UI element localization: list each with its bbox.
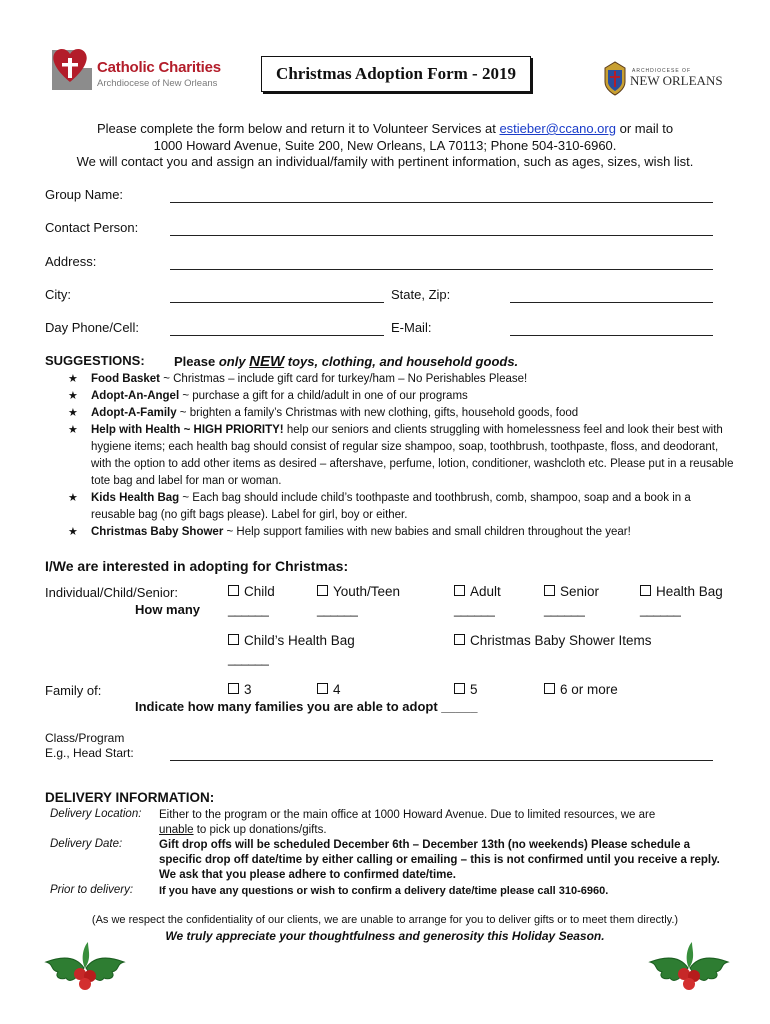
day-phone-label: Day Phone/Cell: (45, 320, 139, 335)
list-item (68, 405, 738, 422)
holly-left-icon (40, 938, 130, 998)
form-title: Christmas Adoption Form - 2019 (261, 56, 531, 92)
kids-health-bag-option[interactable] (228, 633, 355, 648)
delivery-unable: unable (159, 824, 194, 836)
child-option[interactable] (228, 584, 275, 599)
prior-delivery-label: Prior to delivery: (50, 884, 134, 896)
state-zip-label: State, Zip: (391, 287, 451, 302)
checkbox-icon[interactable] (454, 683, 465, 694)
class-program-label-1: Class/Program (45, 731, 125, 745)
suggestion-title: Adopt-An-Angel (91, 390, 180, 402)
contact-person-label: Contact Person: (45, 220, 139, 235)
delivery-date-label: Delivery Date: (50, 838, 123, 850)
family-5-label: 5 (470, 682, 478, 697)
family-of-label: Family of: (45, 683, 102, 698)
checkbox-icon[interactable] (228, 683, 239, 694)
state-zip-field[interactable] (510, 302, 713, 303)
family-6-label: 6 or more (560, 682, 618, 697)
archdiocese-small: ARCHDIOCESE OF (632, 68, 692, 74)
delivery-location-label-text: Delivery Location (50, 808, 139, 820)
address-label: Address: (45, 254, 97, 269)
health-bag-count-blank[interactable]: ______ (640, 602, 681, 617)
kids-health-bag-option-label: Child’s Health Bag (244, 633, 355, 648)
family-4-option[interactable] (317, 682, 341, 697)
archdiocese-seal-icon (602, 60, 628, 96)
intro-text (0, 121, 770, 171)
confidentiality-note: (As we respect the confidentiality of our clients, we are unable to arrange for you to deliver gifts or to meet them directly.) (91, 914, 679, 926)
adult-count-blank[interactable]: ______ (454, 602, 495, 617)
list-item (68, 524, 738, 541)
suggestions-rest: toys, clothing, and household goods. (284, 354, 519, 369)
checkbox-icon[interactable] (454, 585, 465, 596)
baby-shower-option[interactable] (454, 633, 652, 648)
family-6-option[interactable] (544, 682, 618, 697)
delivery-heading: DELIVERY INFORMATION: (45, 790, 215, 805)
child-count-blank[interactable]: ______ (228, 602, 269, 617)
archdiocese-name: NEW ORLEANS (630, 73, 723, 88)
senior-option-label: Senior (560, 584, 600, 599)
checkbox-icon[interactable] (228, 585, 239, 596)
holly-right-icon (644, 938, 734, 998)
star-icon: ★ (68, 492, 78, 504)
suggestions-new: NEW (249, 353, 285, 370)
thanks-message: We truly appreciate your thoughtfulness and generosity this Holiday Season. (165, 929, 605, 943)
checkbox-icon[interactable] (544, 585, 555, 596)
family-4-label: 4 (333, 682, 341, 697)
youth-count-blank[interactable]: ______ (317, 602, 358, 617)
family-5-option[interactable] (454, 682, 478, 697)
delivery-location-line-2 (159, 823, 729, 838)
city-field[interactable] (170, 302, 384, 303)
youth-teen-option[interactable] (317, 584, 400, 599)
address-field[interactable] (170, 269, 713, 270)
suggestions-please (174, 353, 518, 370)
suggestion-text: ~ brighten a family’s Christmas with new clothing, gifts, household goods, food (176, 407, 579, 419)
delivery-location-line-1: Either to the program or the main office at 1000 Howard Avenue. Due to limited resources, we are (159, 809, 656, 821)
suggestion-text: ~ Christmas – include gift card for turkey/ham – No Perishables Please! (160, 373, 528, 385)
suggestion-text: help our seniors and clients struggling with homelessness feel and look their best with hygiene items; each health bag should consist of regular size shampoo, soap, toothbrush, toothpaste, floss, and deodorant, with the option to add other items as desired – aftershave, perfume, lotion, conditioner, washcloth etc. Please put in a reusable tote bag and label for man or woman. (91, 424, 734, 487)
intro-line-1 (0, 121, 770, 138)
health-bag-option-label: Health Bag (656, 584, 723, 599)
intro-line-3: We will contact you and assign an individual/family with pertinent information, such as ages, sizes, wish list. (76, 154, 694, 169)
suggestions-only: only (218, 354, 250, 369)
delivery-location-rest: to pick up donations/gifts. (193, 824, 327, 836)
family-3-option[interactable] (228, 682, 252, 697)
suggestion-title: Food Basket (91, 373, 161, 385)
adult-option-label: Adult (470, 584, 501, 599)
individual-label: Individual/Child/Senior: (45, 585, 178, 600)
intro-line-2: 1000 Howard Avenue, Suite 200, New Orleans, LA 70113; Phone 504-310-6960. (153, 137, 617, 153)
catholic-charities-logo (48, 46, 228, 96)
adopt-heading: I/We are interested in adopting for Christmas: (45, 558, 349, 574)
contact-person-field[interactable] (170, 235, 713, 236)
suggestion-text: ~ Help support families with new babies and small children throughout the year! (223, 526, 631, 538)
email-field[interactable] (510, 335, 713, 336)
star-icon: ★ (68, 373, 78, 385)
checkbox-icon[interactable] (640, 585, 651, 596)
prior-delivery-text: If you have any questions or wish to confirm a delivery date/time please call 310-6960. (159, 885, 609, 897)
list-item (68, 490, 738, 524)
star-icon: ★ (68, 407, 78, 419)
checkbox-icon[interactable] (228, 634, 239, 645)
day-phone-field[interactable] (170, 335, 384, 336)
checkbox-icon[interactable] (454, 634, 465, 645)
child-option-label: Child (244, 584, 275, 599)
city-label: City: (45, 287, 71, 302)
checkbox-icon[interactable] (317, 683, 328, 694)
logo-name: Catholic Charities (97, 59, 221, 76)
suggestion-title: Kids Health Bag (91, 492, 180, 504)
prior-delivery-label-text: Prior to delivery (50, 884, 130, 896)
class-program-label-2: E.g., Head Start: (45, 746, 134, 760)
suggestions-heading (45, 353, 519, 370)
suggestion-text: ~ Each bag should include child’s toothpaste and toothbrush, comb, shampoo, soap and a book in a reusable bag (no gift bags please). Label for girl, boy or either. (91, 492, 691, 521)
star-icon: ★ (68, 424, 78, 436)
intro-line-1-before: Please complete the form below and return it to Volunteer Services at (96, 121, 500, 136)
catholic-charities-heart-icon (48, 46, 92, 92)
star-icon: ★ (68, 390, 78, 402)
intro-line-1-after: or mail to (615, 121, 674, 136)
logo-subtitle: Archdiocese of New Orleans (97, 78, 218, 89)
list-item (68, 388, 738, 405)
suggestion-text: ~ purchase a gift for a child/adult in one of our programs (179, 390, 468, 402)
class-program-field[interactable] (170, 760, 713, 761)
delivery-date-label-text: Delivery Date (50, 838, 120, 850)
youth-teen-option-label: Youth/Teen (333, 584, 401, 599)
how-many-label: How many (135, 602, 201, 617)
delivery-location-text (159, 808, 729, 838)
email-label: E-Mail: (391, 320, 432, 335)
adult-option[interactable] (454, 584, 501, 599)
senior-count-blank[interactable]: ______ (544, 602, 585, 617)
checkbox-icon[interactable] (317, 585, 328, 596)
group-name-label: Group Name: (45, 187, 124, 202)
suggestion-title: Adopt-A-Family (91, 407, 177, 419)
email-link[interactable]: estieber@ccano.org (499, 121, 616, 136)
checkbox-icon[interactable] (544, 683, 555, 694)
suggestion-title: Christmas Baby Shower (91, 526, 224, 538)
group-name-field[interactable] (170, 202, 713, 203)
list-item (68, 371, 738, 388)
suggestion-title: Help with Health ~ HIGH PRIORITY! (91, 424, 284, 436)
star-icon: ★ (68, 526, 78, 538)
delivery-location-label: Delivery Location: (50, 808, 142, 820)
indicate-families: Indicate how many families you are able to adopt _____ (135, 699, 478, 714)
kids-health-count-blank[interactable]: ______ (228, 651, 269, 666)
suggestions-list (68, 371, 738, 541)
archdiocese-logo (602, 60, 722, 96)
baby-shower-option-label: Christmas Baby Shower Items (470, 633, 652, 648)
family-3-label: 3 (244, 682, 252, 697)
suggestions-title: SUGGESTIONS: (45, 353, 145, 368)
list-item (68, 422, 738, 490)
senior-option[interactable] (544, 584, 599, 599)
health-bag-option[interactable] (640, 584, 723, 599)
suggestions-please-word: Please (174, 354, 219, 369)
delivery-date-text: Gift drop offs will be scheduled December 6th – December 13th (no weekends) Please schedule a specific drop off date/time by either calling or emailing – this is not confirmed until you receive a reply. We ask that you please adhere to confirmed date/time. (159, 839, 720, 881)
